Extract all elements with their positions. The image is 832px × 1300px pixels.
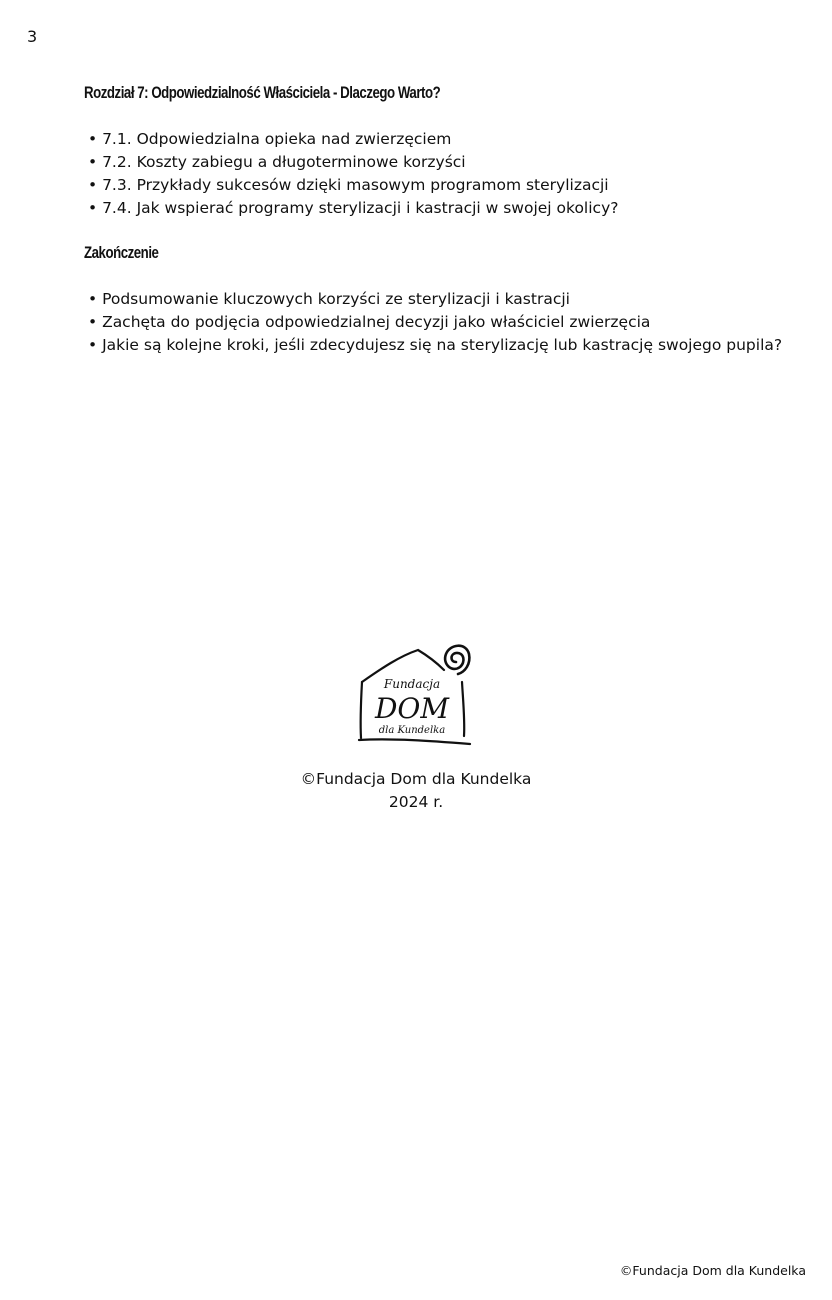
list-item: • 7.4. Jak wspierać programy sterylizacji i kastracji w swojej okolicy? bbox=[88, 199, 619, 217]
logo-line-1: Fundacja bbox=[383, 677, 441, 691]
house-logo-icon bbox=[352, 640, 480, 750]
chapter-7-heading: Rozdział 7: Odpowiedzialność Właściciela - Dlaczego Warto? bbox=[84, 83, 441, 102]
list-item: • Podsumowanie kluczowych korzyści ze sterylizacji i kastracji bbox=[88, 290, 570, 308]
chapter-7-list bbox=[84, 128, 784, 220]
list-item: • Jakie są kolejne kroki, jeśli zdecydujesz się na sterylizację lub kastrację swojego pupila? bbox=[88, 336, 783, 354]
copyright-block bbox=[0, 768, 832, 814]
list-item: • 7.3. Przykłady sukcesów dzięki masowym programom sterylizacji bbox=[88, 176, 609, 194]
copyright-line: ©Fundacja Dom dla Kundelka bbox=[300, 770, 532, 788]
list-item: • 7.2. Koszty zabiegu a długoterminowe korzyści bbox=[88, 153, 466, 171]
foundation-logo bbox=[352, 640, 480, 750]
page-number: 3 bbox=[27, 27, 38, 46]
copyright-year: 2024 r. bbox=[388, 793, 444, 811]
table-of-contents bbox=[84, 82, 784, 357]
list-item: • Zachęta do podjęcia odpowiedzialnej decyzji jako właściciel zwierzęcia bbox=[88, 313, 651, 331]
ending-heading: Zakończenie bbox=[84, 243, 159, 262]
logo-line-2: DOM bbox=[374, 692, 450, 725]
list-item: • 7.1. Odpowiedzialna opieka nad zwierzęciem bbox=[88, 130, 452, 148]
page-footer: ©Fundacja Dom dla Kundelka bbox=[619, 1263, 806, 1278]
logo-line-3: dla Kundelka bbox=[378, 725, 446, 736]
ending-list bbox=[84, 288, 784, 357]
